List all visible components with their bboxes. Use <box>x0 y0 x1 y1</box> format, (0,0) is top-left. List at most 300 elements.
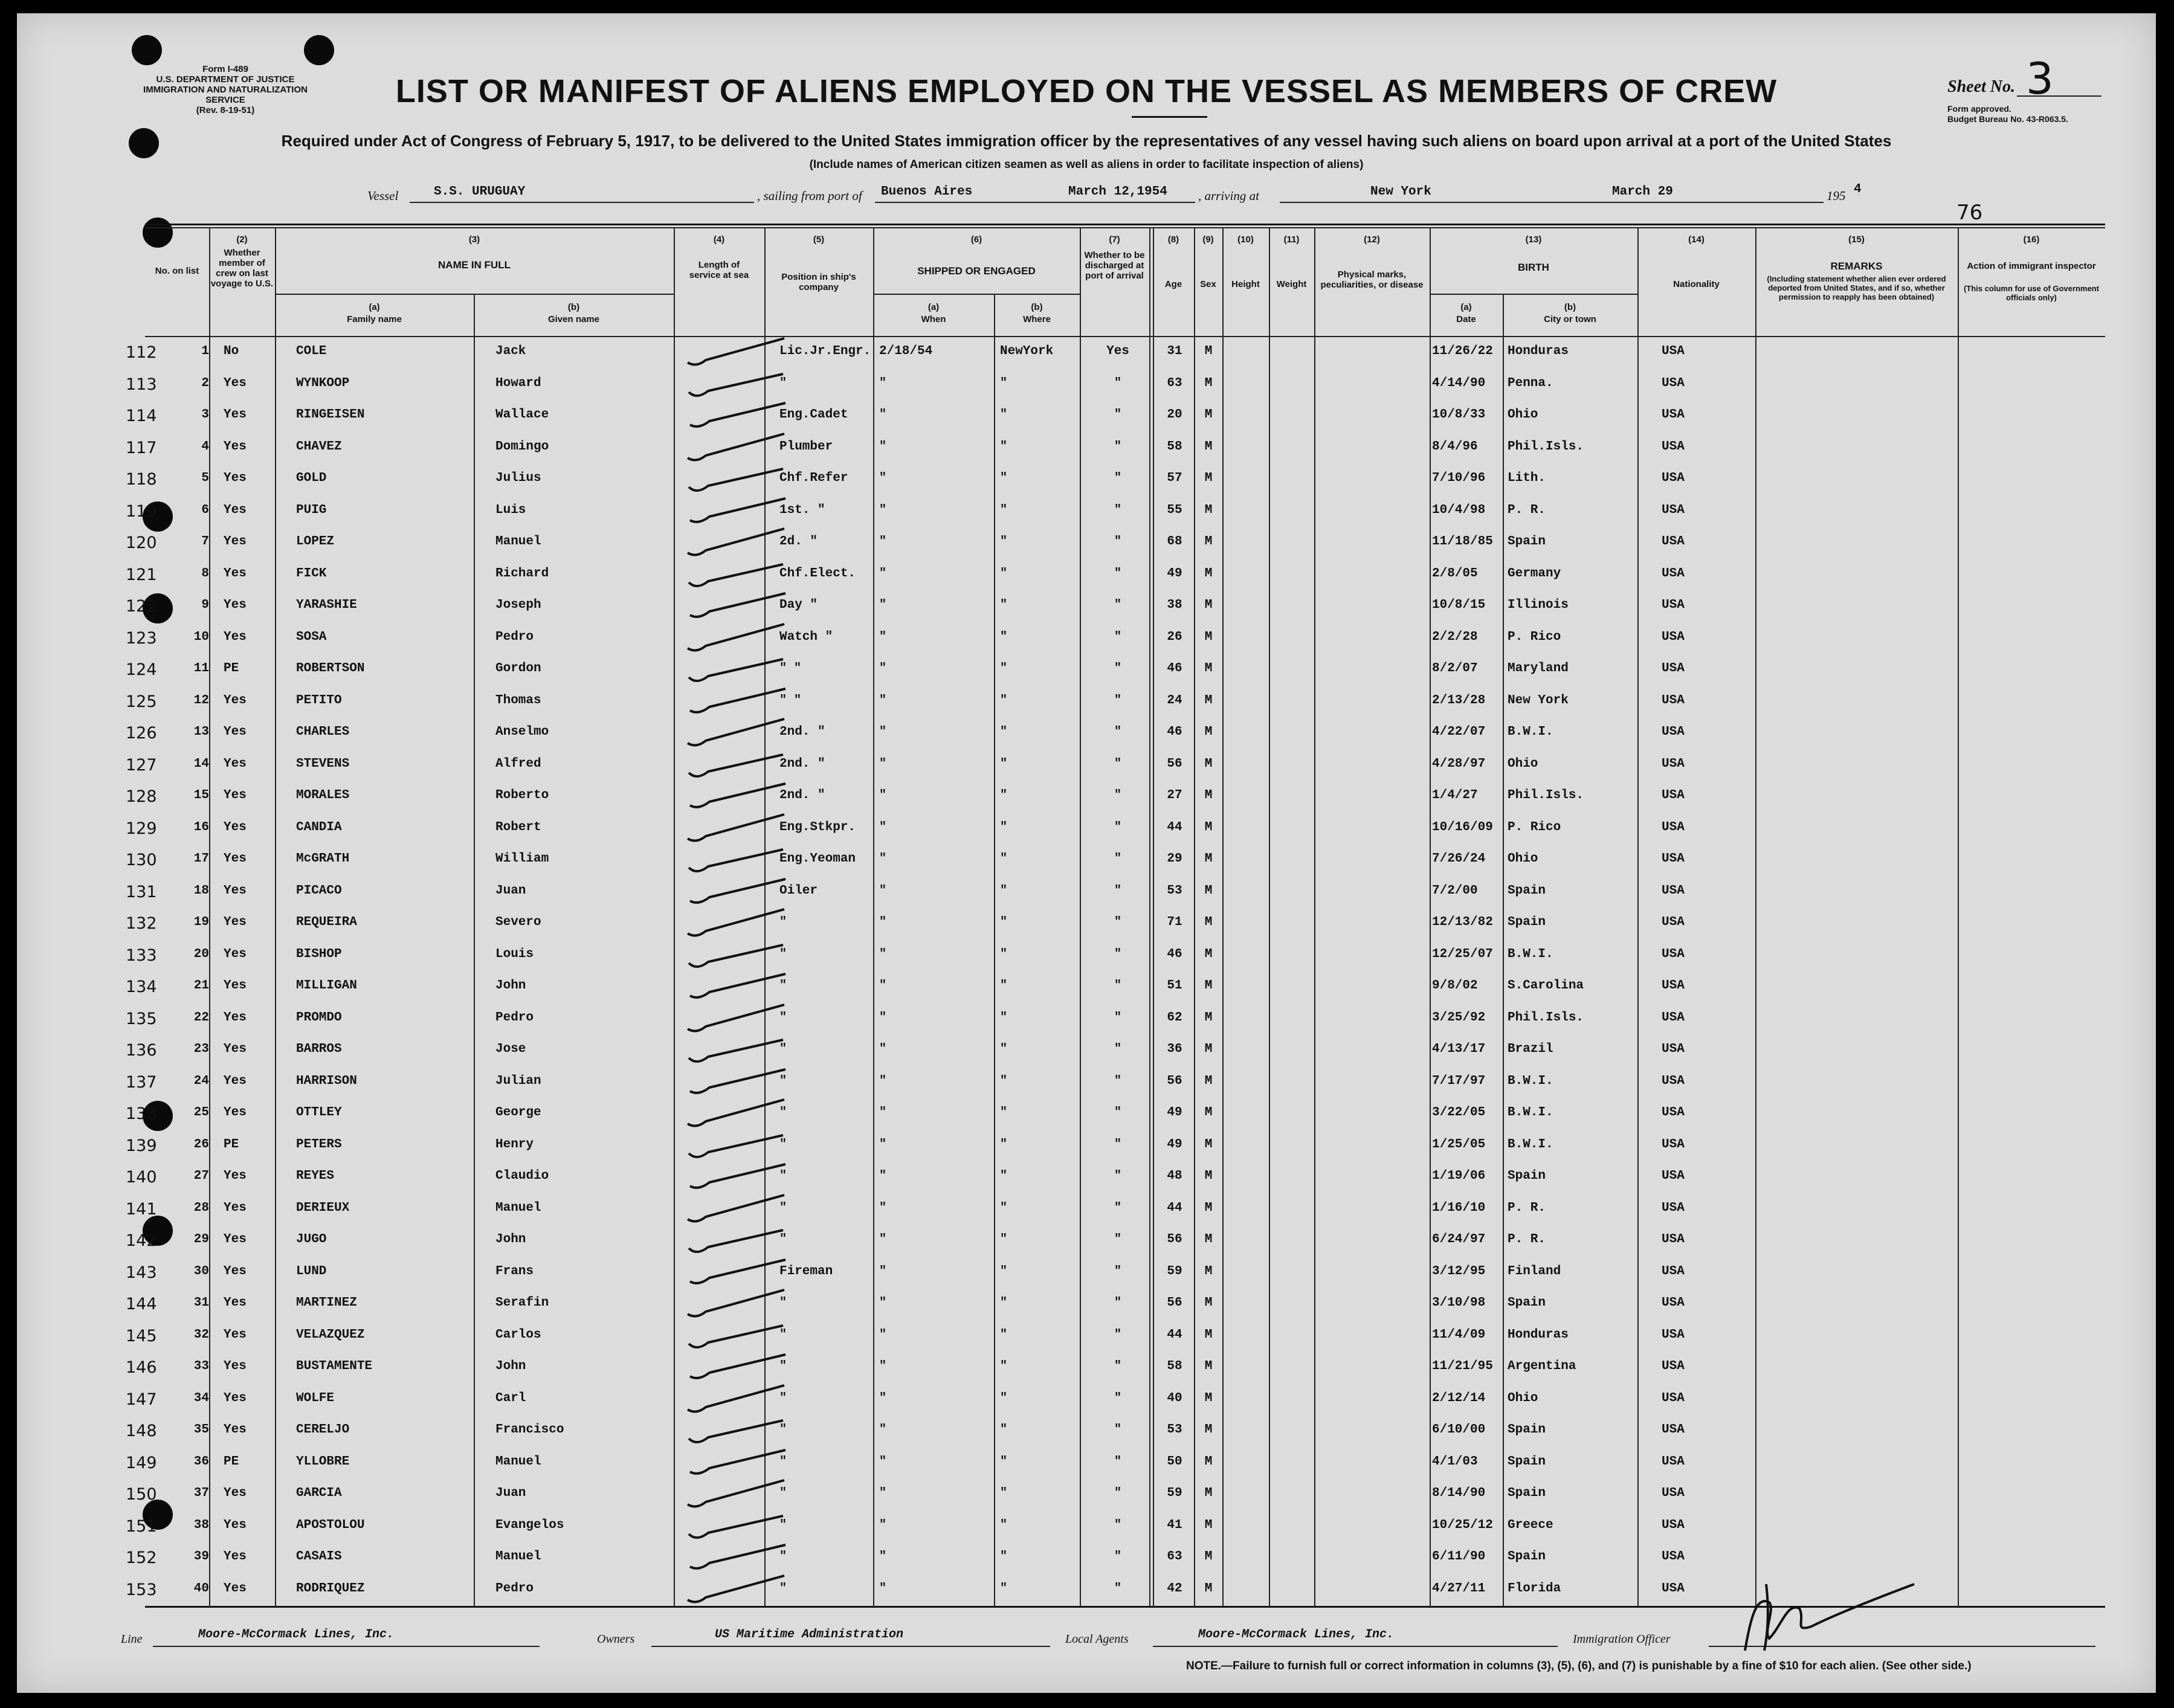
cell-bplace: Spain <box>1508 1550 1546 1564</box>
cell-nat: USA <box>1662 1581 1685 1596</box>
cell-where: NewYork <box>1000 344 1054 358</box>
cell-disch: " <box>1114 1169 1121 1183</box>
check-mark-icon <box>682 1320 790 1351</box>
cell-position: Eng.Cadet <box>779 408 848 422</box>
cell-disch: " <box>1114 1423 1121 1437</box>
check-mark-icon <box>682 1541 790 1573</box>
table-row <box>126 463 2105 494</box>
cell-given: Manuel <box>495 1550 541 1564</box>
cell-age: 27 <box>1167 788 1182 802</box>
cell-prev: Yes <box>224 1264 247 1278</box>
cell-age: 20 <box>1167 408 1182 422</box>
handwritten-line-number: 148 <box>126 1422 157 1440</box>
cell-bdate: 4/13/17 <box>1432 1042 1486 1056</box>
table-row <box>126 336 2105 367</box>
cell-given: Pedro <box>495 1581 534 1596</box>
cell-bplace: Phil.Isls. <box>1508 439 1584 454</box>
cell-family: CHARLES <box>296 725 350 739</box>
header-shipped: SHIPPED OR ENGAGED <box>917 265 1036 277</box>
cell-bdate: 12/13/82 <box>1432 915 1493 929</box>
cell-when: " <box>879 883 887 898</box>
cell-no: 24 <box>193 1074 209 1088</box>
cell-no: 29 <box>193 1233 209 1246</box>
check-mark-icon <box>682 1256 790 1287</box>
check-mark-icon <box>682 1224 790 1255</box>
cell-family: LOPEZ <box>296 535 335 549</box>
cell-where: " <box>1000 1581 1008 1596</box>
cell-family: CASAIS <box>296 1550 342 1564</box>
col-num: (2) <box>236 234 248 245</box>
cell-given: Howard <box>495 376 541 390</box>
cell-no: 21 <box>193 979 209 993</box>
header-remarks-note: (Including statement whether alien ever ordered deported from United States, and if so, whether permission to reapply has been obtained) <box>1767 274 1946 301</box>
check-mark-icon <box>682 463 790 494</box>
cell-when: " <box>879 503 887 517</box>
cell-where: " <box>1000 693 1008 707</box>
handwritten-line-number: 137 <box>126 1072 157 1092</box>
handwritten-line-number: 141 <box>126 1199 157 1219</box>
cell-disch: " <box>1114 1106 1121 1120</box>
cell-when: " <box>879 566 887 581</box>
check-mark-icon <box>682 526 790 558</box>
cell-prev: Yes <box>224 1391 247 1405</box>
col-num: (5) <box>813 234 825 245</box>
footer-agents-label: Local Agents <box>1065 1632 1129 1646</box>
header-age: Age <box>1164 279 1182 289</box>
cell-where: " <box>1000 1454 1008 1469</box>
cell-disch: " <box>1114 947 1121 961</box>
table-row <box>126 1478 2105 1509</box>
cell-nat: USA <box>1662 1106 1685 1120</box>
cell-sex: M <box>1204 725 1213 739</box>
check-mark-icon <box>682 368 790 399</box>
cell-family: LUND <box>296 1264 327 1278</box>
cell-disch: " <box>1114 1359 1121 1373</box>
cell-disch: " <box>1114 630 1121 644</box>
cell-age: 71 <box>1167 915 1182 929</box>
cell-when: " <box>879 598 887 612</box>
cell-given: Anselmo <box>495 725 549 739</box>
cell-no: 17 <box>193 852 209 866</box>
cell-no: 37 <box>193 1486 209 1500</box>
cell-prev: Yes <box>224 725 247 739</box>
cell-nat: USA <box>1662 1327 1685 1342</box>
vessel-underline <box>410 202 754 203</box>
cell-disch: " <box>1114 979 1121 993</box>
cell-sex: M <box>1204 1106 1213 1120</box>
cell-position: Plumber <box>779 439 833 454</box>
cell-disch: " <box>1114 1137 1121 1152</box>
cell-nat: USA <box>1662 1200 1685 1215</box>
cell-disch: " <box>1114 408 1121 422</box>
cell-when: " <box>879 662 887 675</box>
cell-position: 2nd. " <box>779 756 825 771</box>
footer-agents-underline <box>1153 1646 1558 1647</box>
cell-sex: M <box>1204 1454 1213 1469</box>
cell-no: 39 <box>193 1550 209 1564</box>
cell-nat: USA <box>1662 566 1685 581</box>
cell-when: " <box>879 1423 887 1437</box>
cell-prev: Yes <box>224 1486 247 1500</box>
cell-when: " <box>879 471 887 485</box>
cell-position: 2d. " <box>779 535 818 549</box>
handwritten-line-number: 122 <box>126 597 157 616</box>
cell-disch: " <box>1114 566 1121 581</box>
cell-age: 48 <box>1167 1169 1182 1183</box>
cell-sex: M <box>1204 535 1213 549</box>
cell-given: Pedro <box>495 630 534 644</box>
check-mark-icon <box>682 812 790 843</box>
cell-age: 51 <box>1167 979 1182 993</box>
cell-bplace: Spain <box>1508 1169 1546 1183</box>
cell-age: 58 <box>1167 1359 1182 1373</box>
table-top-line <box>145 227 2105 228</box>
cell-prev: Yes <box>224 1581 247 1596</box>
footer-agents-value: Moore-McCormack Lines, Inc. <box>1198 1628 1395 1642</box>
cell-disch: " <box>1114 1200 1121 1215</box>
cell-prev: Yes <box>224 408 247 422</box>
cell-family: GOLD <box>296 471 327 485</box>
cell-age: 31 <box>1167 344 1182 358</box>
header-given: Given name <box>547 314 600 324</box>
cell-disch: " <box>1114 852 1121 866</box>
cell-age: 56 <box>1167 1296 1182 1310</box>
cell-family: PETERS <box>296 1137 342 1152</box>
cell-no: 28 <box>193 1200 209 1215</box>
cell-nat: USA <box>1662 979 1685 993</box>
handwritten-line-number: 135 <box>126 1009 157 1028</box>
header-inspector-note: (This column for use of Government officials only) <box>1964 284 2099 302</box>
col-num: (15) <box>1848 234 1865 245</box>
cell-where: " <box>1000 439 1008 454</box>
cell-age: 58 <box>1167 439 1182 454</box>
cell-no: 7 <box>201 535 209 549</box>
table-row <box>126 812 2105 843</box>
cell-bplace: B.W.I. <box>1508 947 1553 961</box>
cell-bdate: 11/18/85 <box>1432 535 1493 549</box>
cell-prev: Yes <box>224 630 247 644</box>
cell-bplace: Ohio <box>1508 408 1538 422</box>
cell-age: 56 <box>1167 1233 1182 1246</box>
cell-bdate: 3/22/05 <box>1432 1106 1486 1120</box>
cell-nat: USA <box>1662 1296 1685 1310</box>
cell-where: " <box>1000 1486 1008 1500</box>
handwritten-line-number: 152 <box>126 1548 157 1567</box>
cell-when: " <box>879 1391 887 1405</box>
cell-given: Frans <box>495 1264 534 1278</box>
cell-bplace: Phil.Isls. <box>1508 788 1584 802</box>
cell-disch: " <box>1114 820 1121 834</box>
cell-disch: " <box>1114 1454 1121 1469</box>
cell-nat: USA <box>1662 756 1685 771</box>
arriving-label: , arriving at <box>1198 189 1259 203</box>
cell-where: " <box>1000 979 1008 993</box>
cell-bplace: B.W.I. <box>1508 1106 1553 1120</box>
header-family: Family name <box>347 314 402 324</box>
check-mark-icon <box>682 495 790 526</box>
cell-given: John <box>495 1359 526 1373</box>
cell-age: 49 <box>1167 566 1182 581</box>
cell-sex: M <box>1204 1296 1213 1310</box>
cell-position: Chf.Refer <box>779 471 848 485</box>
cell-position: " <box>779 1296 787 1310</box>
cell-no: 5 <box>201 471 209 485</box>
col-num: (8) <box>1167 234 1179 245</box>
cell-prev: Yes <box>224 503 247 517</box>
cell-bdate: 2/13/28 <box>1432 693 1486 707</box>
cell-disch: " <box>1114 1296 1121 1310</box>
cell-bdate: 11/21/95 <box>1432 1359 1493 1373</box>
cell-prev: Yes <box>224 1550 247 1564</box>
cell-where: " <box>1000 1296 1008 1310</box>
cell-sex: M <box>1204 344 1213 358</box>
cell-disch: " <box>1114 756 1121 771</box>
cell-nat: USA <box>1662 1074 1685 1088</box>
cell-given: William <box>495 852 549 866</box>
cell-when: " <box>879 630 887 644</box>
cell-family: STEVENS <box>296 756 350 771</box>
check-mark-icon <box>682 685 790 717</box>
cell-age: 42 <box>1167 1581 1182 1596</box>
shipped-sub-divider <box>873 294 1080 295</box>
check-mark-icon <box>682 1351 790 1382</box>
cell-nat: USA <box>1662 947 1685 961</box>
cell-where: " <box>1000 1359 1008 1373</box>
cell-bdate: 4/22/07 <box>1432 725 1486 739</box>
cell-no: 22 <box>193 1010 209 1025</box>
cell-when: " <box>879 1074 887 1088</box>
cell-prev: Yes <box>224 1296 247 1310</box>
arrival-date: March 29 <box>1612 185 1673 199</box>
table-row <box>126 590 2105 621</box>
cell-position: Oiler <box>779 883 818 898</box>
cell-sex: M <box>1204 1550 1213 1564</box>
cell-nat: USA <box>1662 915 1685 929</box>
footer-line-label: Line <box>121 1632 143 1646</box>
cell-prev: Yes <box>224 1233 247 1246</box>
cell-given: Louis <box>495 947 534 961</box>
handwritten-line-number: 133 <box>126 946 157 965</box>
cell-family: CANDIA <box>296 820 342 834</box>
cell-prev: Yes <box>224 915 247 929</box>
cell-prev: Yes <box>224 566 247 581</box>
cell-where: " <box>1000 662 1008 675</box>
handwritten-line-number: 149 <box>126 1453 157 1472</box>
cell-prev: PE <box>224 662 239 675</box>
cell-given: Manuel <box>495 1454 541 1469</box>
cell-family: MILLIGAN <box>296 979 357 993</box>
cell-age: 40 <box>1167 1391 1182 1405</box>
cell-age: 26 <box>1167 630 1182 644</box>
cell-family: REQUEIRA <box>296 915 357 929</box>
cell-position: " <box>779 1423 787 1437</box>
handwritten-line-number: 129 <box>126 819 157 838</box>
form-subtitle: Required under Act of Congress of February 5, 1917, to be delivered to the United States immigration officer by the representatives of any vessel having such aliens on board upon arrival at a port of the United States <box>281 132 1892 150</box>
cell-no: 36 <box>193 1454 209 1469</box>
cell-family: PUIG <box>296 503 327 517</box>
table-row <box>126 558 2105 590</box>
cell-position: Fireman <box>779 1264 833 1278</box>
header-prev-voyage: Whether member of crew on last voyage to U.S. <box>210 248 274 289</box>
cell-bdate: 11/4/09 <box>1432 1327 1486 1342</box>
cell-no: 13 <box>193 725 209 739</box>
cell-bdate: 7/2/00 <box>1432 883 1478 898</box>
header-birth: BIRTH <box>1518 262 1549 273</box>
cell-prev: Yes <box>224 598 247 612</box>
cell-bdate: 3/25/92 <box>1432 1010 1486 1025</box>
check-mark-icon <box>682 1129 790 1161</box>
cell-where: " <box>1000 1042 1008 1056</box>
cell-nat: USA <box>1662 439 1685 454</box>
cell-bdate: 1/25/05 <box>1432 1137 1486 1152</box>
form-id: Form I-489 U.S. DEPARTMENT OF JUSTICE IMMIGRATION AND NATURALIZATION SERVICE (Rev. 8-19-51) <box>143 64 308 115</box>
table-row <box>126 1414 2105 1446</box>
cell-prev: Yes <box>224 471 247 485</box>
arriving-underline <box>1280 202 1824 203</box>
cell-given: Henry <box>495 1137 534 1152</box>
cell-prev: No <box>224 344 239 358</box>
officer-signature <box>1733 1560 1932 1657</box>
handwritten-line-number: 114 <box>126 407 157 425</box>
cell-prev: Yes <box>224 756 247 771</box>
cell-no: 14 <box>193 756 209 771</box>
cell-nat: USA <box>1662 1550 1685 1564</box>
cell-family: YARASHIE <box>296 598 357 612</box>
header-service: Length of service at sea <box>689 260 749 280</box>
sailing-underline <box>875 202 1195 203</box>
cell-bplace: Spain <box>1508 1454 1546 1469</box>
cell-position: " <box>779 1200 787 1215</box>
cell-where: " <box>1000 408 1008 422</box>
cell-when: " <box>879 756 887 771</box>
cell-nat: USA <box>1662 1391 1685 1405</box>
table-row <box>126 749 2105 780</box>
cell-prev: Yes <box>224 439 247 454</box>
handwritten-line-number: 126 <box>126 724 157 743</box>
cell-position: " <box>779 1581 787 1596</box>
cell-position: Day " <box>779 598 818 612</box>
cell-prev: Yes <box>224 1327 247 1342</box>
cell-bplace: Greece <box>1508 1518 1553 1532</box>
header-sex: Sex <box>1200 279 1216 289</box>
header-weight: Weight <box>1276 279 1307 289</box>
cell-where: " <box>1000 1106 1008 1120</box>
cell-bplace: New York <box>1508 693 1569 707</box>
cell-family: RINGEISEN <box>296 408 365 422</box>
cell-where: " <box>1000 598 1008 612</box>
table-row <box>126 1287 2105 1319</box>
check-mark-icon <box>682 431 790 463</box>
handwritten-line-number: 117 <box>126 438 157 457</box>
cell-disch: " <box>1114 883 1121 898</box>
col-num: (13) <box>1525 234 1542 245</box>
cell-bdate: 6/11/90 <box>1432 1550 1486 1564</box>
cell-bdate: 10/16/09 <box>1432 820 1493 834</box>
cell-bdate: 11/26/22 <box>1432 344 1493 358</box>
cell-when: " <box>879 788 887 802</box>
cell-position: " <box>779 1010 787 1025</box>
manifest-sheet <box>17 13 2156 1693</box>
check-mark-icon <box>682 843 790 875</box>
table-row <box>126 1510 2105 1541</box>
cell-age: 36 <box>1167 1042 1182 1056</box>
table-row <box>126 907 2105 938</box>
cell-age: 44 <box>1167 1200 1182 1215</box>
handwritten-line-number: 121 <box>126 565 157 584</box>
header-bdate-sub: (a) <box>1460 302 1472 312</box>
cell-no: 20 <box>193 947 209 961</box>
cell-disch: " <box>1114 503 1121 517</box>
cell-sex: M <box>1204 662 1213 675</box>
header-height: Height <box>1231 279 1260 289</box>
cell-given: Wallace <box>495 408 549 422</box>
cell-age: 56 <box>1167 1074 1182 1088</box>
header-when: When <box>921 314 946 324</box>
cell-given: Evangelos <box>495 1518 564 1532</box>
check-mark-icon <box>682 1510 790 1541</box>
col-num: (9) <box>1202 234 1214 245</box>
cell-sex: M <box>1204 376 1213 390</box>
cell-bdate: 10/4/98 <box>1432 503 1486 517</box>
check-mark-icon <box>682 939 790 970</box>
cell-prev: Yes <box>224 1074 247 1088</box>
cell-position: " <box>779 1074 787 1088</box>
cell-prev: PE <box>224 1137 239 1152</box>
cell-position: " <box>779 376 787 390</box>
cell-bdate: 6/10/00 <box>1432 1423 1486 1437</box>
cell-where: " <box>1000 1327 1008 1342</box>
cell-position: Lic.Jr.Engr. <box>779 344 871 358</box>
cell-family: DERIEUX <box>296 1200 350 1215</box>
cell-age: 63 <box>1167 376 1182 390</box>
cell-given: George <box>495 1106 541 1120</box>
cell-position: " " <box>779 693 802 707</box>
arrival-port: New York <box>1370 185 1431 199</box>
cell-age: 55 <box>1167 503 1182 517</box>
cell-bdate: 2/2/28 <box>1432 630 1478 644</box>
table-row <box>126 1446 2105 1478</box>
check-mark-icon <box>682 717 790 748</box>
cell-bplace: Brazil <box>1508 1042 1553 1056</box>
cell-family: OTTLEY <box>296 1106 342 1120</box>
cell-where: " <box>1000 947 1008 961</box>
cell-bdate: 7/10/96 <box>1432 471 1486 485</box>
cell-no: 31 <box>193 1296 209 1310</box>
cell-sex: M <box>1204 471 1213 485</box>
cell-prev: Yes <box>224 820 247 834</box>
cell-no: 10 <box>193 630 209 644</box>
cell-bplace: Penna. <box>1508 376 1553 390</box>
cell-given: Juan <box>495 1486 526 1500</box>
cell-family: WOLFE <box>296 1391 335 1405</box>
check-mark-icon <box>682 1287 790 1319</box>
cell-given: Manuel <box>495 535 541 549</box>
handwritten-line-number: 123 <box>126 628 157 648</box>
cell-no: 34 <box>193 1391 209 1405</box>
handwritten-line-number: 140 <box>126 1168 157 1187</box>
cell-sex: M <box>1204 630 1213 644</box>
cell-given: Thomas <box>495 693 541 707</box>
cell-bplace: Spain <box>1508 1423 1546 1437</box>
cell-disch: " <box>1114 1074 1121 1088</box>
cell-disch: " <box>1114 915 1121 929</box>
cell-disch: " <box>1114 535 1121 549</box>
cell-family: PROMDO <box>296 1010 342 1025</box>
cell-sex: M <box>1204 408 1213 422</box>
cell-when: " <box>879 1550 887 1564</box>
col-num: (12) <box>1364 234 1380 245</box>
cell-family: YLLOBRE <box>296 1454 350 1469</box>
